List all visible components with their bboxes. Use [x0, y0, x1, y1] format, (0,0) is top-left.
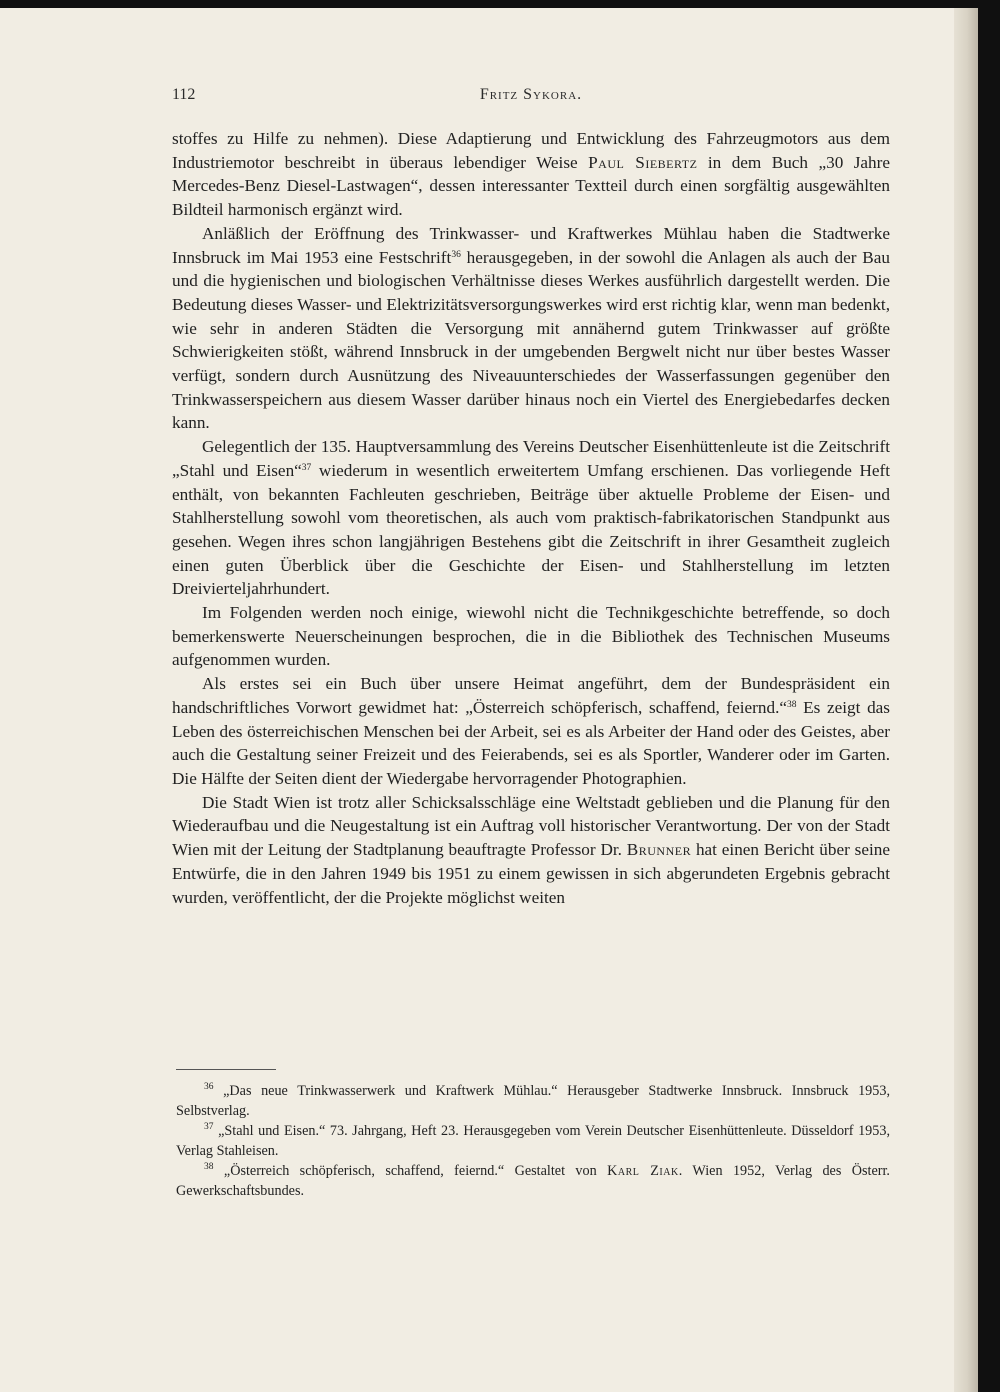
footnotes: [176, 1082, 890, 1203]
paragraph: [172, 127, 890, 222]
footnote-marker: 36: [451, 249, 461, 260]
text-run: Es zeigt das Leben des österreichischen Menschen bei der Arbeit, sei es als Arbeiter der Hand oder des Geistes, aber auch die Gestaltung seiner Freizeit und des Feierabends, sei es als Sportler, Wanderer oder im Garten. Die Hälfte der Seiten dient der Wiedergabe hervorragender Photographien.: [172, 697, 890, 788]
text-run: Im Folgenden werden noch einige, wiewohl nicht die Technikgeschichte betreffende, so doch bemerkenswerte Neuerscheinungen besprochen, die in die Bibliothek des Technischen Museums aufgenommen wurden.: [172, 603, 890, 670]
footnote-marker: 38: [787, 699, 797, 710]
footnote-number: 38: [204, 1162, 214, 1173]
paragraph: [172, 601, 890, 672]
footnote-separator: [176, 1069, 276, 1070]
footnote-number: 37: [204, 1122, 214, 1133]
author-name: Paul Siebertz: [588, 152, 698, 172]
footnote: [176, 1082, 890, 1121]
text-run: Gelegentlich der 135. Hauptversammlung des Vereins Deutscher Eisenhüttenleute ist die Zeitschrift „Stahl und Eisen“: [172, 437, 890, 480]
footnote-text: „Stahl und Eisen.“ 73. Jahrgang, Heft 23. Herausgegeben vom Verein Deutscher Eisenhüttenleute. Düsseldorf 1953, Verlag Stahleisen.: [176, 1123, 890, 1159]
footnote-text: „Das neue Trinkwasserwerk und Kraftwerk Mühlau.“ Herausgeber Stadtwerke Innsbruck. Innsbruck 1953, Selbstverlag.: [176, 1083, 890, 1119]
text-run: Anläßlich der Eröffnung des Trinkwasser- und Kraftwerkes Mühlau haben die Stadtwerke Innsbruck im Mai 1953 eine Festschrift: [172, 223, 890, 267]
body-text: [172, 127, 890, 909]
text-run: Als erstes sei ein Buch über unsere Heimat angeführt, dem der Bundespräsident ein handschriftliches Vorwort gewidmet hat: „Österreich schöpferisch, schaffend, feiernd.“: [172, 674, 890, 717]
page-number: 112: [172, 86, 196, 103]
paragraph: [172, 222, 890, 435]
footnote-text: . Wien 1952, Verlag des Österr. Gewerkschaftsbundes.: [176, 1163, 890, 1199]
author-name: Brunner: [626, 840, 692, 860]
paragraph: [172, 672, 890, 791]
text-run: Die Stadt Wien ist trotz aller Schicksalsschläge eine Weltstadt geblieben und die Planung für den Wiederaufbau und die Neugestaltung ist ein Auftrag voll historischer Verantwortung. Der von der Stadt Wien mit der Leitung der Stadtplanung beauftragte Professor Dr.: [172, 792, 890, 860]
paragraph: [172, 435, 890, 601]
footnote: [176, 1122, 890, 1161]
text-run: herausgegeben, in der sowohl die Anlagen als auch der Bau und die hygienischen und biologischen Verhältnisse dieses Werkes ausführlich dargestellt werden. Die Bedeutung dieses Wasser- und Elektrizitätsversorgungswerkes wird erst richtig klar, wenn man bedenkt, wie sehr in anderen Städten die Versorgung mit annähernd gutem Trinkwasser auf größte Schwierigkeiten stößt, während Innsbruck in der umgebenden Bergwelt nicht nur über bestes Wasser verfügt, sondern durch Ausnützung des Niveauunterschiedes der Wasserfassungen gegenüber den Trinkwasserspeichern aus diesem Wasser darüber hinaus noch ein Viertel des Energiebedarfes decken kann.: [172, 247, 890, 433]
text-run: wiederum in wesentlich erweitertem Umfang erschienen. Das vorliegende Heft enthält, von bekannten Fachleuten geschrieben, Beiträge über aktuelle Probleme der Eisen- und Stahlherstellung sowohl vom theoretischen, als auch vom praktisch-fabrikatorischen Standpunkt aus gesehen. Wegen ihres schon langjährigen Bestehens gibt die Zeitschrift in ihrer Gesamtheit zugleich einen guten Überblick über die Geschichte der Eisen- und Stahlherstellung im letzten Dreivierteljahrhundert.: [172, 460, 890, 599]
paragraph: [172, 791, 890, 910]
text-run: stoffes zu Hilfe zu nehmen). Diese Adaptierung und Entwicklung des Fahrzeugmotors aus dem Industriemotor beschreibt in überaus lebendiger Weise: [172, 129, 890, 172]
footnote-marker: 37: [301, 462, 312, 473]
text-run: in dem Buch „30 Jahre Mercedes-Benz Diesel-Lastwagen“, dessen interessanter Textteil durch einen sorgfältig ausgewählten Bildteil harmonisch ergänzt wird.: [172, 152, 890, 220]
author-name: Karl Ziak: [607, 1163, 679, 1180]
page-gutter-shadow: [954, 8, 978, 1392]
footnote-number: 36: [204, 1082, 214, 1092]
running-head: Fritz Sykora.: [479, 86, 583, 103]
page-header: [172, 86, 890, 110]
text-run: hat einen Bericht über seine Entwürfe, die in den Jahren 1949 bis 1951 zu einem gewissen in sich abgerundeten Ergebnis gebracht wurden, veröffentlicht, der die Projekte möglichst weiten: [172, 840, 890, 907]
footnote-text: „Österreich schöpferisch, schaffend, feiernd.“ Gestaltet von: [213, 1163, 608, 1180]
footnote: [176, 1162, 890, 1201]
